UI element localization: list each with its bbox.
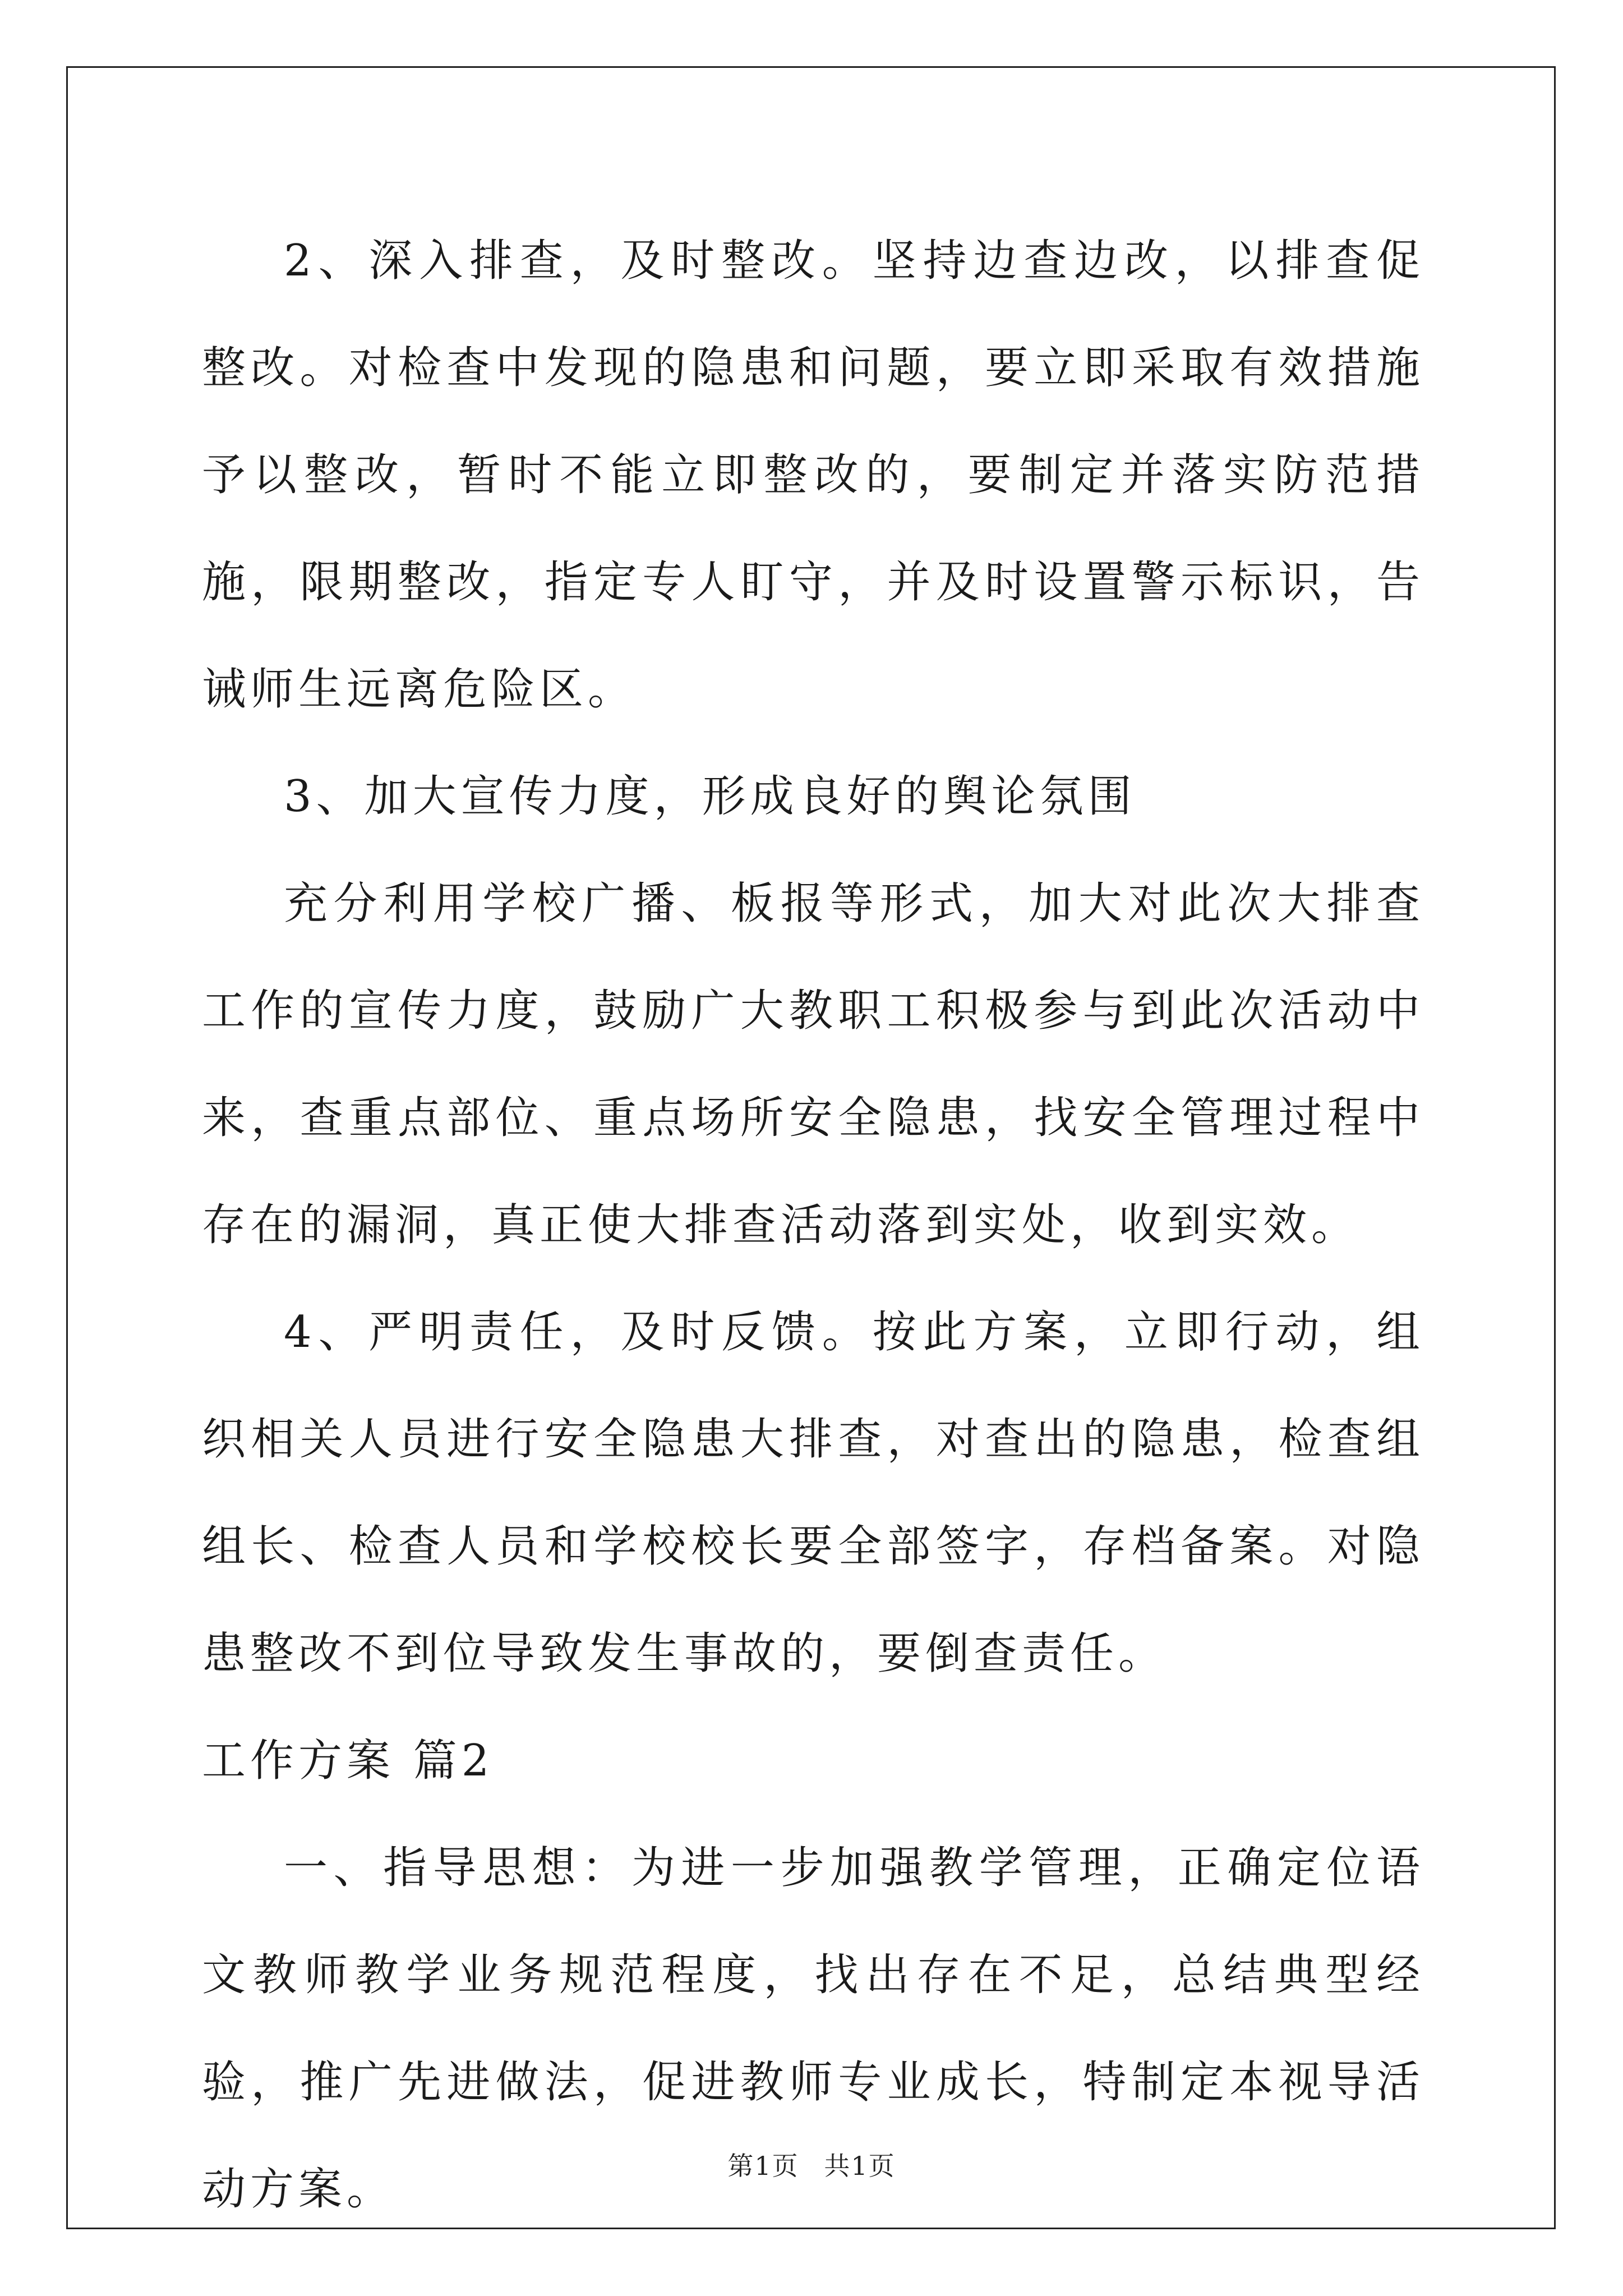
page-total: 共1页	[824, 2151, 896, 2181]
paragraph-rectification: 2、深入排查，及时整改。坚持边查边改，以排查促整改。对检查中发现的隐患和问题，要立即采取有效措施予以整改，暂时不能立即整改的，要制定并落实防范措施，限期整改，指定专人盯守，并及时设置警示标识，告诫师生远离危险区。	[202, 236, 1424, 715]
page-number: 第1页	[727, 2151, 799, 2181]
paragraph-publicity-heading: 3、加大宣传力度，形成良好的舆论氛围	[284, 771, 1136, 822]
paragraph-publicity: 充分利用学校广播、板报等形式，加大对此次大排查工作的宣传力度，鼓励广大教职工积极参与到此次活动中来，查重点部位、重点场所安全隐患，找安全管理过程中存在的漏洞，真正使大排查活动落到实处，收到实效。	[202, 878, 1424, 1250]
section-title: 工作方案 篇2	[202, 1736, 494, 1786]
paragraph-guiding-ideology: 一、指导思想：为进一步加强教学管理，正确定位语文教师教学业务规范程度，找出存在不足，总结典型经验，推广先进做法，促进教师专业成长，特制定本视导活动方案。	[202, 1843, 1424, 2215]
page-footer	[0, 2146, 1623, 2183]
document-body	[202, 208, 1424, 2243]
paragraph-responsibility: 4、严明责任，及时反馈。按此方案，立即行动，组织相关人员进行安全隐患大排查，对查出的隐患，检查组组长、检查人员和学校校长要全部签字，存档备案。对隐患整改不到位导致发生事故的，要倒查责任。	[202, 1307, 1424, 1679]
